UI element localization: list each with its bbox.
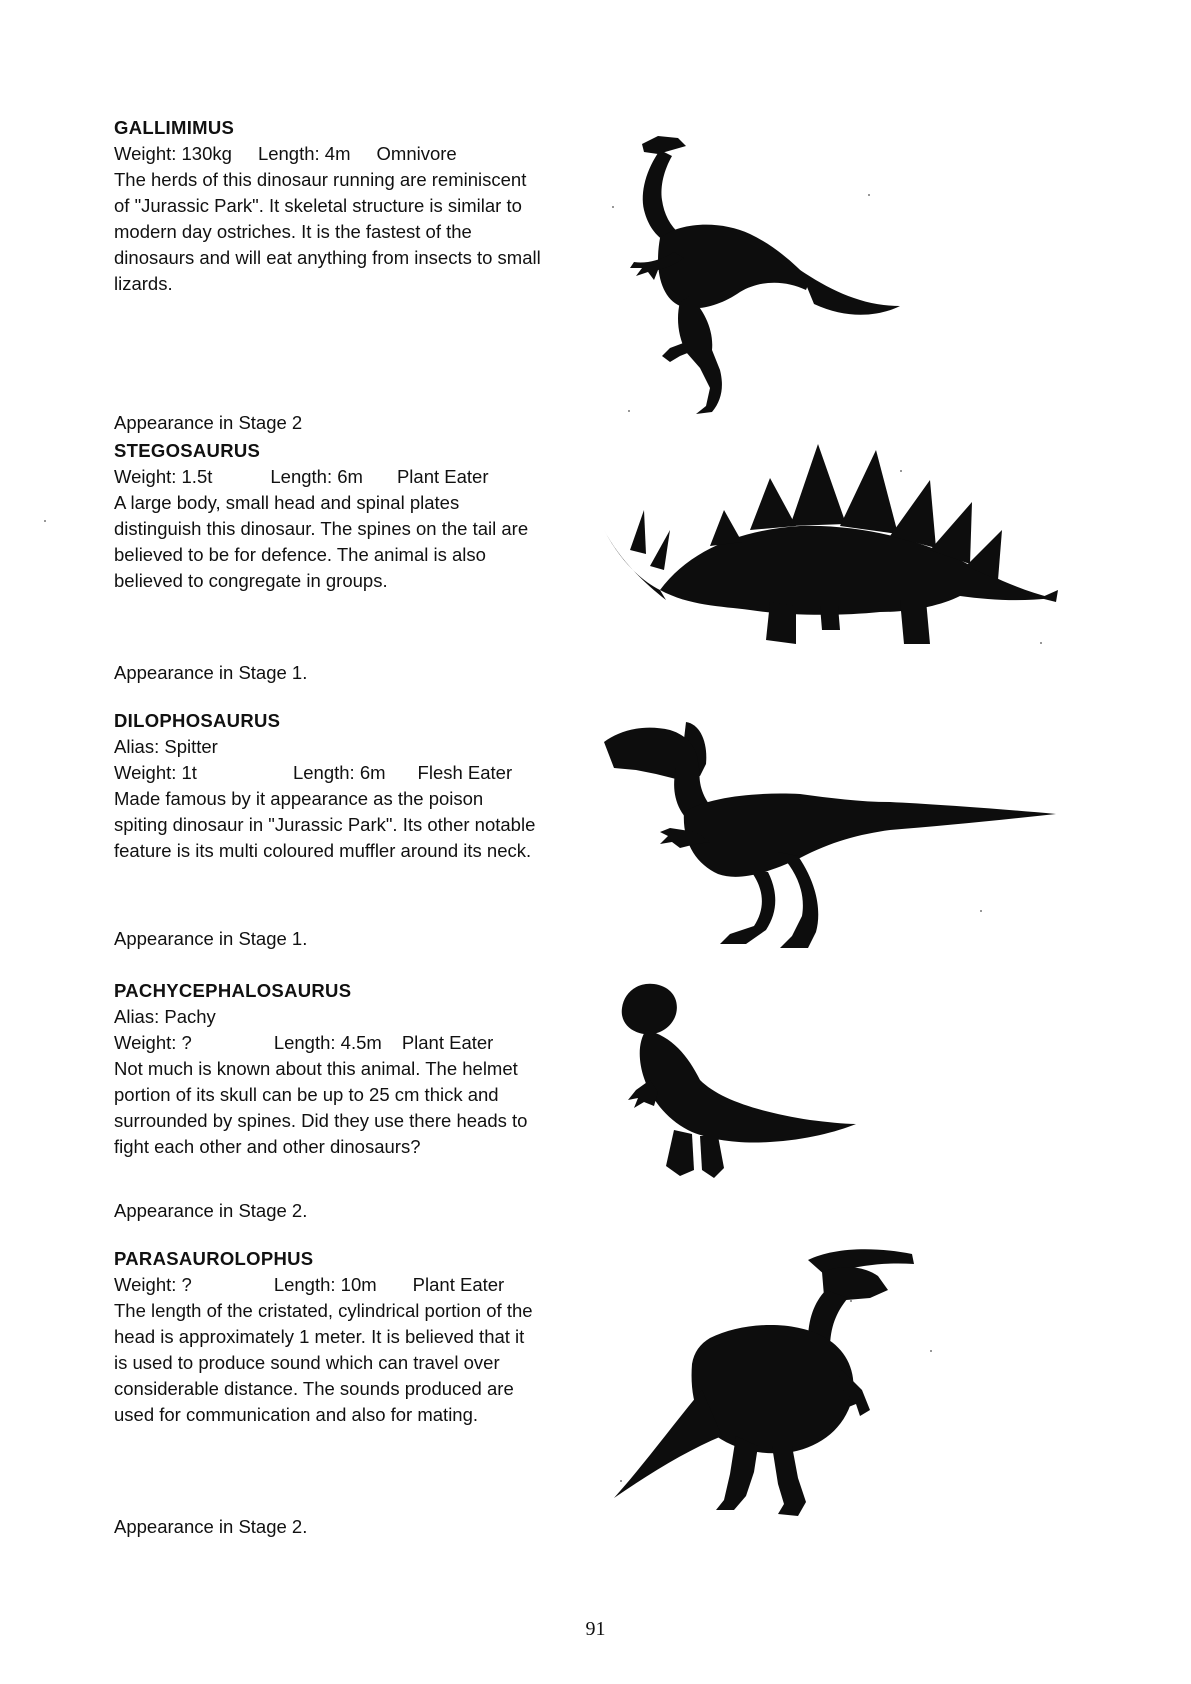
stats-line	[114, 760, 584, 786]
description-line: considerable distance. The sounds produced are	[114, 1378, 514, 1399]
description-line: used for communication and also for mating.	[114, 1404, 479, 1425]
description-line: fight each other and other dinosaurs?	[114, 1136, 421, 1157]
scan-speck	[612, 206, 614, 208]
description-line: The herds of this dinosaur running are reminiscent	[114, 169, 527, 190]
length-value: Length: 6m	[270, 466, 363, 487]
diet-value: Plant Eater	[412, 1274, 505, 1295]
entry-gallimimus	[114, 115, 584, 297]
stats-line	[114, 141, 584, 167]
description-line: of "Jurassic Park". It skeletal structure is similar to	[114, 195, 522, 216]
description-line: distinguish this dinosaur. The spines on the tail are	[114, 518, 529, 539]
scan-speck	[868, 194, 870, 196]
appearance-note: Appearance in Stage 2.	[114, 1200, 308, 1221]
scan-speck	[930, 1350, 932, 1352]
parasaurolophus-silhouette-icon	[612, 1240, 952, 1540]
description-line: is used to produce sound which can travel over	[114, 1352, 500, 1373]
description-line: believed to be for defence. The animal is also	[114, 544, 486, 565]
scan-speck	[628, 410, 630, 412]
stats-line	[114, 1030, 584, 1056]
description-line: lizards.	[114, 273, 173, 294]
diet-value: Plant Eater	[401, 1032, 494, 1053]
appearance-note: Appearance in Stage 2.	[114, 1516, 308, 1537]
description-line: A large body, small head and spinal plates	[114, 492, 460, 513]
diet-value: Flesh Eater	[417, 762, 513, 783]
description-line: portion of its skull can be up to 25 cm thick and	[114, 1084, 499, 1105]
weight-value: Weight: ?	[114, 1032, 192, 1053]
weight-value: Weight: 1t	[114, 762, 197, 783]
diet-value: Omnivore	[376, 143, 457, 164]
description-line: modern day ostriches. It is the fastest of the	[114, 221, 472, 242]
length-value: Length: 4m	[257, 143, 351, 164]
weight-value: Weight: ?	[114, 1274, 192, 1295]
entry-dilophosaurus	[114, 708, 584, 864]
scan-speck	[900, 470, 902, 472]
length-value: Length: 6m	[292, 762, 386, 783]
length-value: Length: 10m	[273, 1274, 377, 1295]
dinosaur-name: STEGOSAURUS	[114, 440, 261, 461]
weight-value: Weight: 130kg	[114, 143, 232, 164]
description-line: head is approximately 1 meter. It is believed that it	[114, 1326, 525, 1347]
entry-pachycephalosaurus	[114, 978, 584, 1160]
dinosaur-name: GALLIMIMUS	[114, 117, 235, 138]
weight-value: Weight: 1.5t	[114, 466, 213, 487]
description-line: dinosaurs and will eat anything from insects to small	[114, 247, 541, 268]
entry-stegosaurus	[114, 438, 584, 594]
scan-speck	[980, 910, 982, 912]
description-line: believed to congregate in groups.	[114, 570, 388, 591]
description-line: spiting dinosaur in "Jurassic Park". Its other notable	[114, 814, 536, 835]
alias-line: Alias: Pachy	[114, 1006, 216, 1027]
stegosaurus-silhouette-icon	[600, 430, 1060, 660]
description-line: surrounded by spines. Did they use there heads to	[114, 1110, 528, 1131]
scan-speck	[44, 520, 46, 522]
dinosaur-name: DILOPHOSAURUS	[114, 710, 281, 731]
pachycephalosaurus-silhouette-icon	[610, 980, 860, 1190]
dinosaur-name: PARASAUROLOPHUS	[114, 1248, 314, 1269]
description-line: The length of the cristated, cylindrical portion of the	[114, 1300, 533, 1321]
entry-parasaurolophus	[114, 1246, 584, 1428]
page-number: 91	[585, 1618, 606, 1640]
gallimimus-silhouette-icon	[600, 130, 920, 430]
length-value: Length: 4.5m	[273, 1032, 382, 1053]
alias-line: Alias: Spitter	[114, 736, 218, 757]
scan-speck	[1040, 642, 1042, 644]
diet-value: Plant Eater	[396, 466, 489, 487]
dilophosaurus-silhouette-icon	[600, 712, 1060, 962]
appearance-note: Appearance in Stage 1.	[114, 662, 308, 683]
appearance-note: Appearance in Stage 1.	[114, 928, 308, 949]
description-line: Not much is known about this animal. The helmet	[114, 1058, 518, 1079]
scan-speck	[850, 1300, 852, 1302]
stats-line	[114, 464, 584, 490]
scan-speck	[620, 1480, 622, 1482]
dinosaur-name: PACHYCEPHALOSAURUS	[114, 980, 352, 1001]
description-line: Made famous by it appearance as the poison	[114, 788, 484, 809]
description-line: feature is its multi coloured muffler around its neck.	[114, 840, 532, 861]
appearance-note: Appearance in Stage 2	[114, 412, 303, 433]
stats-line	[114, 1272, 584, 1298]
